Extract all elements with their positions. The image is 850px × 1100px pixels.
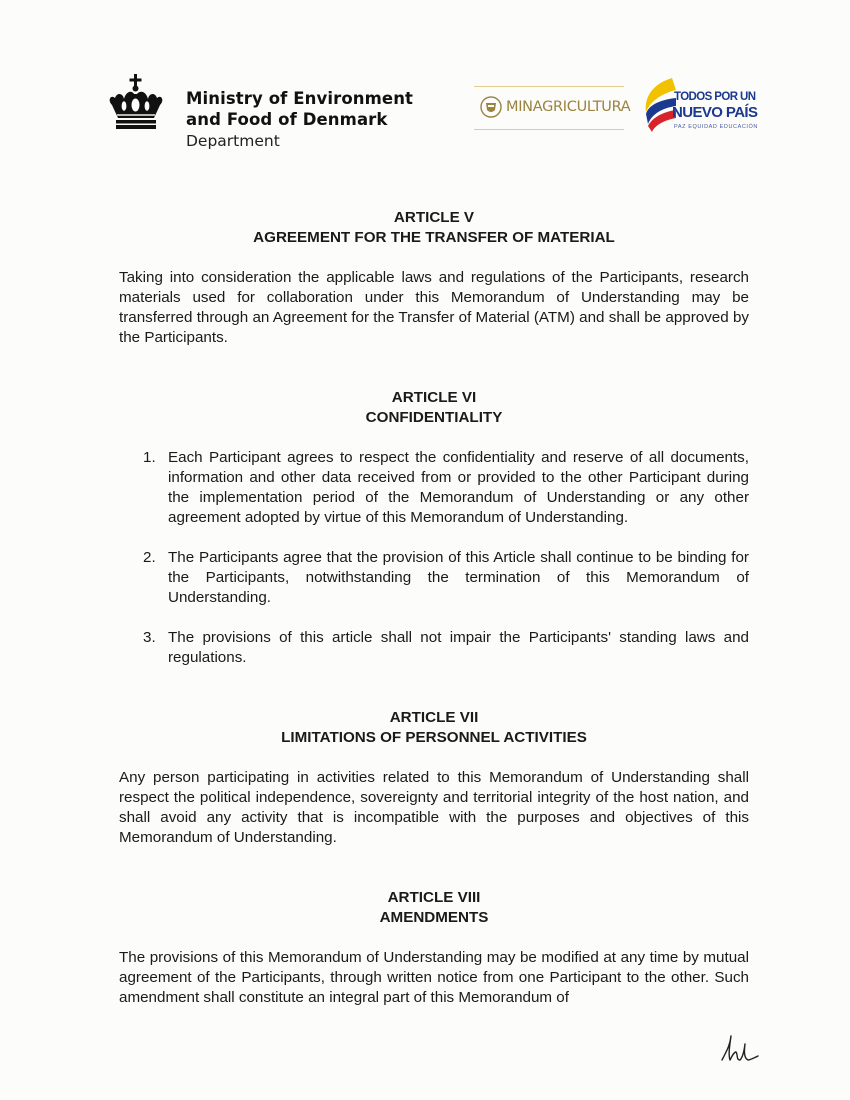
- colombia-coat-of-arms-icon: [480, 96, 502, 118]
- ministry-department: Department: [186, 132, 280, 150]
- minagri-bottom-rule: [474, 129, 624, 130]
- list-item-text: The provisions of this article shall not impair the Participants' standing laws and regulations.: [168, 629, 749, 666]
- list-item-text: The Participants agree that the provision of this Article shall continue to be binding for the Participants, notwithstanding the termination of this Memorandum of Understanding.: [168, 549, 749, 606]
- list-item-number: 3.: [143, 629, 156, 646]
- list-item-text: Each Participant agrees to respect the confidentiality and reserve of all documents, information and other data received from or provided to the other Participant during the implementation period of the Memorandum of Understanding or any other agreement adopted by virtue of this Memorandum of Understanding.: [168, 449, 749, 526]
- ministry-name-line2: and Food of Denmark: [186, 110, 388, 129]
- list-item: [119, 628, 749, 668]
- list-item: [119, 548, 749, 608]
- minagricultura-logo: [474, 86, 631, 130]
- todos-slogan-line2: NUEVO PAÍS: [672, 104, 758, 121]
- document-body: [119, 208, 749, 1008]
- article-6-list: [119, 448, 749, 668]
- article-5-text: Taking into consideration the applicable laws and regulations of the Participants, research materials used for collaboration under this Memorandum of Understanding may be transferred through an Agreement for the Transfer of Material (ATM) and shall be approved by the Participants.: [119, 269, 749, 346]
- minagri-top-rule: [474, 86, 624, 87]
- todos-por-un-nuevo-pais-logo: [640, 76, 759, 142]
- handwritten-initials-icon: [718, 1030, 760, 1066]
- article-8-title: AMENDMENTS: [379, 909, 489, 926]
- letterhead: [100, 72, 760, 162]
- article-8-number: ARTICLE VIII: [387, 889, 481, 906]
- todos-slogan-line1: TODOS POR UN: [674, 91, 756, 103]
- minagricultura-label: MINAGRICULTURA: [506, 99, 631, 115]
- ministry-name-line1: Ministry of Environment: [186, 89, 414, 108]
- list-item: [119, 448, 749, 528]
- article-8-text: The provisions of this Memorandum of Understanding may be modified at any time by mutual agreement of the Participants, through written notice from one Participant to the other. Such amendment shall constitute an integral part of this Memorandum of: [119, 949, 749, 1006]
- article-5-title: AGREEMENT FOR THE TRANSFER OF MATERIAL: [253, 229, 615, 246]
- ministry-name: [186, 88, 413, 152]
- article-5-number: ARTICLE V: [393, 209, 475, 226]
- article-7-text: Any person participating in activities related to this Memorandum of Understanding shall respect the political independence, sovereignty and territorial integrity of the host nation, and shall avoid any activity that is incompatible with the purposes and objectives of this Memorandum of Understanding.: [119, 769, 749, 846]
- article-6-number: ARTICLE VI: [391, 389, 477, 406]
- list-item-number: 1.: [143, 449, 156, 466]
- danish-crown-icon: [106, 74, 166, 134]
- todos-slogan-line3: PAZ EQUIDAD EDUCACIÓN: [674, 124, 759, 130]
- list-item-number: 2.: [143, 549, 156, 566]
- article-7-title: LIMITATIONS OF PERSONNEL ACTIVITIES: [281, 729, 587, 746]
- article-7-number: ARTICLE VII: [389, 709, 479, 726]
- article-6-title: CONFIDENTIALITY: [365, 409, 503, 426]
